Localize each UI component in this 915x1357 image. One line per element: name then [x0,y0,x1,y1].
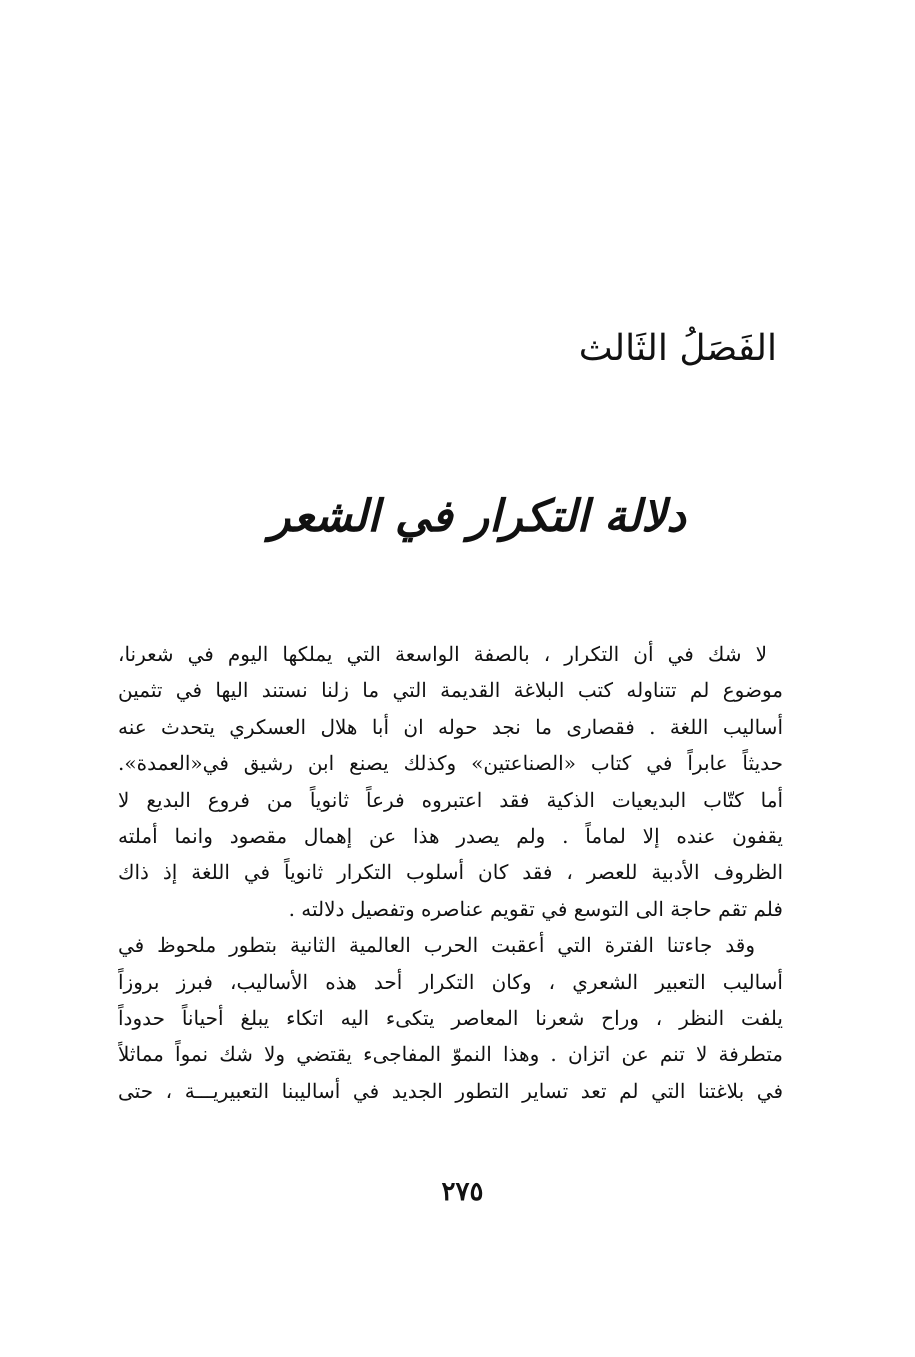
text-line: وقد جاءتنا الفترة التي أعقبت الحرب العالمية الثانية بتطور ملحوظ في [118,933,755,958]
text-line: الظروف الأدبية للعصر ، فقد كان أسلوب التكرار ثانوياً في اللغة إذ ذاك [118,860,783,885]
chapter-title: دلالة التكرار في الشعر [269,491,686,542]
chapter-label: الفَصَلُ الثَالث [578,328,777,369]
text-line: يقفون عنده إلا لماماً . ولم يصدر هذا عن إهمال مقصود وانما أملته [118,823,783,848]
text-line: موضوع لم تتناوله كتب البلاغة القديمة التي ما زلنا نستند اليها في تثمين [118,678,783,703]
text-line: أساليب اللغة . فقصارى ما نجد حوله ان أبا هلال العسكري يتحدث عنه [118,714,783,739]
text-line: أساليب التعبير الشعري ، وكان التكرار أحد هذه الأساليب، فبرز بروزاً [118,969,783,994]
text-line: في بلاغتنا التي لم تعد تساير التطور الجديد في أساليبنا التعبيريـــة ، حتى [118,1078,783,1103]
text-line: متطرفة لا تنم عن اتزان . وهذا النموّ المفاجىء يقتضي ولا شك نمواً مماثلاً [118,1042,783,1067]
body-text [118,636,783,1109]
text-line: لا شك في أن التكرار ، بالصفة الواسعة التي يملكها اليوم في شعرنا، [118,642,767,666]
page-number: ٢٧٥ [441,1177,484,1207]
text-line: فلم تقم حاجة الى التوسع في تقويم عناصره وتفصيل دلالته . [288,896,783,921]
text-line: يلفت النظر ، وراح شعرنا المعاصر يتكىء اليه اتكاء يبلغ أحياناً حدوداً [118,1005,783,1030]
text-line: حديثاً عابراً في كتاب «الصناعتين» وكذلك يصنع ابن رشيق في«العمدة». [118,751,783,776]
text-line: أما كتّاب البديعيات الذكية فقد اعتبروه فرعاً ثانوياً من فروع البديع لا [118,787,783,812]
